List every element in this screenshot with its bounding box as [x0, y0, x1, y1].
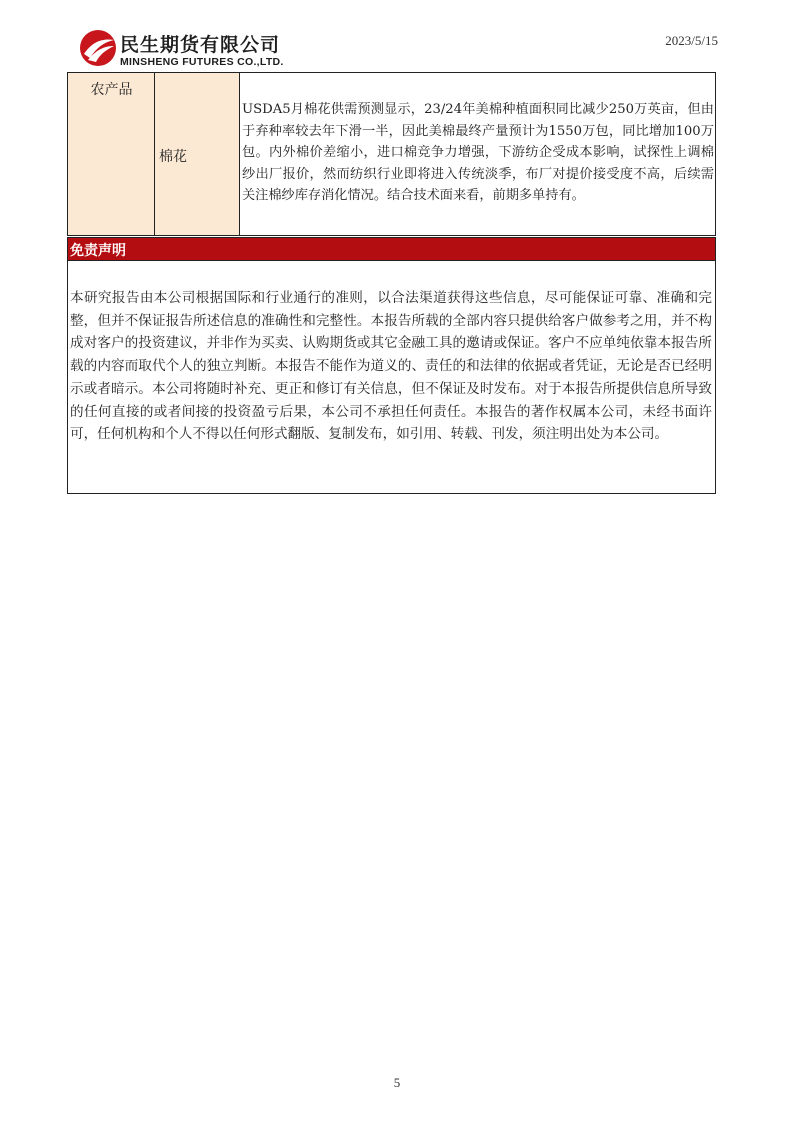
- product-cell: [155, 73, 240, 235]
- commentary-cell: [240, 73, 715, 235]
- disclaimer-body: [67, 260, 716, 494]
- minsheng-logo-icon: [78, 28, 118, 68]
- company-name-cn: 民生期货有限公司: [120, 34, 281, 56]
- company-logo: [78, 28, 318, 72]
- commentary-text: USDA5月棉花供需预测显示，23/24年美棉种植面积同比减少250万英亩，但由于弃种率较去年下滑一半，因此美棉最终产量预计为1550万包，同比增加100万包。内外棉价差缩小，进口棉竞争力增强，下游纺企受成本影响，试探性上调棉纱出厂报价，然而纺织行业即将进入传统淡季，布厂对提价接受度不高，后续需关注棉纱库存消化情况。结合技术面来看，前期多单持有。: [242, 102, 714, 203]
- company-name-en: MINSHENG FUTURES CO.,LTD.: [120, 56, 284, 68]
- sector-cell: [68, 73, 155, 235]
- disclaimer-title: 免责声明: [70, 243, 126, 259]
- page-number: 5: [393, 1075, 401, 1090]
- market-commentary-table: [67, 72, 716, 236]
- report-date: 2023/5/15: [665, 33, 718, 48]
- disclaimer-text: 本研究报告由本公司根据国际和行业通行的准则，以合法渠道获得这些信息，尽可能保证可靠、准确和完整，但并不保证报告所述信息的准确性和完整性。本报告所载的全部内容只提供给客户做参考之用，并不构成对客户的投资建议，并非作为买卖、认购期货或其它金融工具的邀请或保证。客户不应单纯依靠本报告所载的内容而取代个人的独立判断。本报告不能作为道义的、责任的和法律的依据或者凭证，无论是否已经明示或者暗示。本公司将随时补充、更正和修订有关信息，但不保证及时发布。对于本报告所提供信息所导致的任何直接的或者间接的投资盈亏后果，本公司不承担任何责任。本报告的著作权属本公司，未经书面许可，任何机构和个人不得以任何形式翻版、复制发布，如引用、转载、刊发，须注明出处为本公司。: [70, 290, 712, 443]
- product-label: 棉花: [159, 149, 187, 165]
- disclaimer-header: [67, 237, 716, 261]
- sector-label: 农产品: [90, 82, 133, 98]
